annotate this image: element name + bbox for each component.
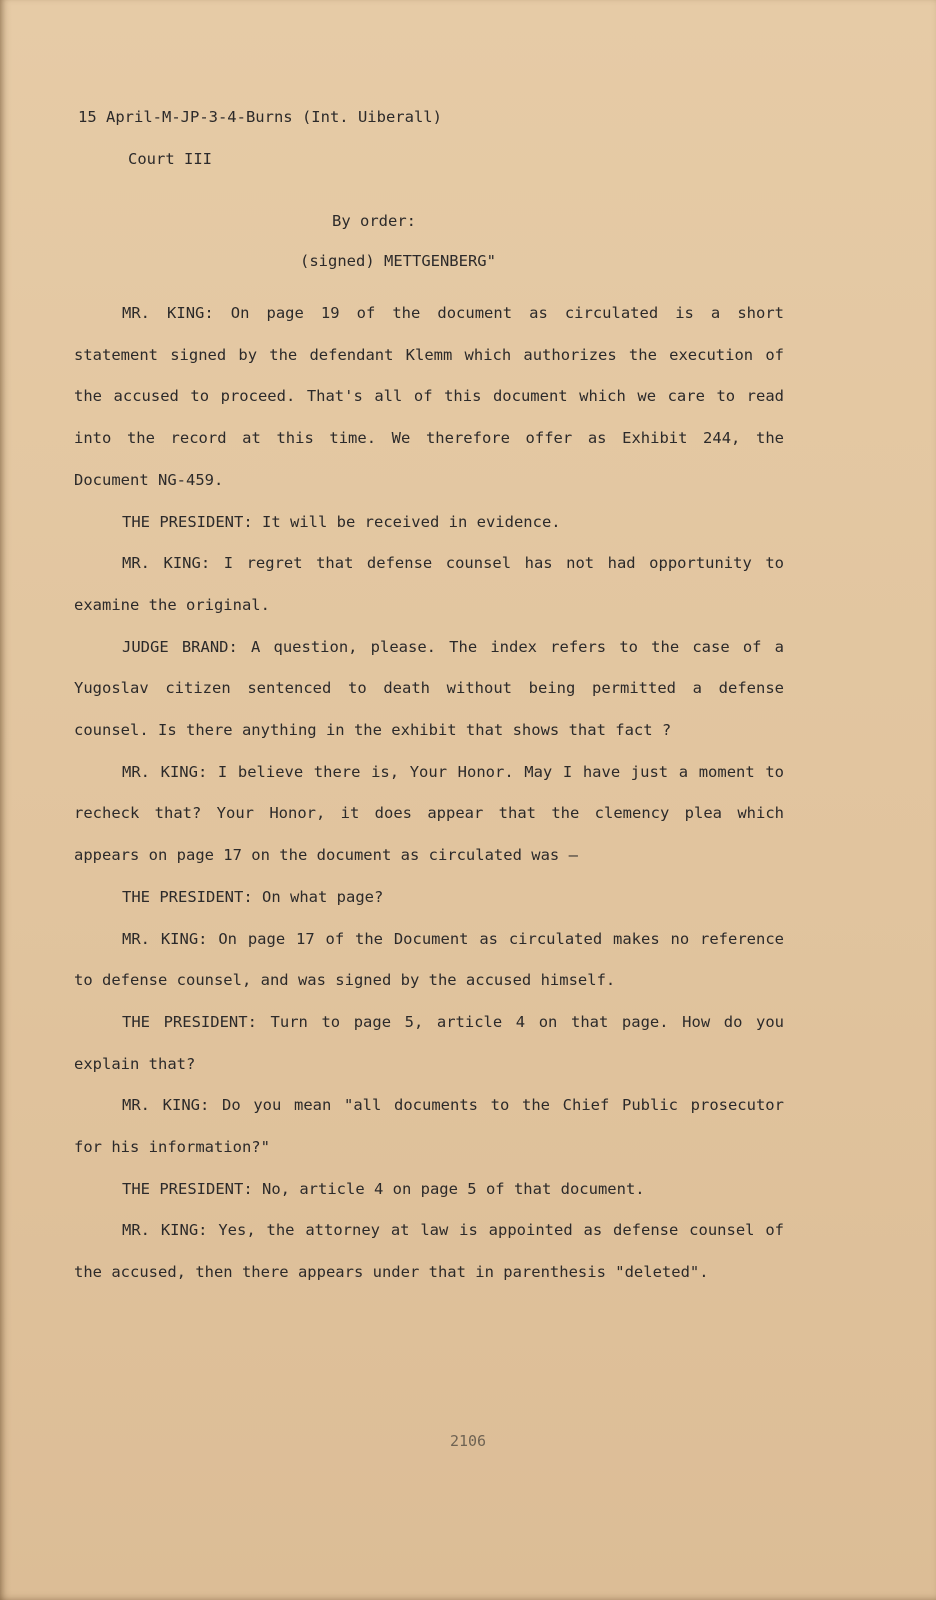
paragraph-text: No, article 4 on page 5 of that document.	[262, 1179, 645, 1198]
court-label: Court III	[128, 150, 212, 168]
transcript-paragraph	[74, 502, 784, 544]
paragraph-text: On page 19 of the document as circulated is a short statement signed by the defendant Klemm which authorizes the execution of the accused to proceed. That's all of this document which we care to read into the record at this time. We therefore offer as Exhibit 244, the Document NG-459.	[74, 304, 784, 489]
paragraph-text: I regret that defense counsel has not had opportunity to examine the original.	[74, 554, 784, 614]
paragraph-text: I believe there is, Your Honor. May I have just a moment to recheck that? Your Honor, it does appear that the clemency plea which appears on page 17 on the document as circulated was —	[74, 762, 784, 865]
speaker-label: JUDGE BRAND:	[122, 637, 238, 656]
page-number: 2106	[449, 1432, 487, 1450]
transcript-paragraph	[74, 543, 784, 626]
paragraph-text: On page 17 of the Document as circulated makes no reference to defense counsel, and was signed by the accused himself.	[74, 929, 784, 990]
transcript-paragraph	[74, 627, 784, 752]
speaker-label: THE PRESIDENT:	[122, 1012, 257, 1031]
speaker-label: THE PRESIDENT:	[122, 887, 253, 906]
speaker-label: MR. KING:	[122, 1221, 208, 1240]
speaker-label: MR. KING:	[122, 762, 208, 781]
paragraph-text: It will be received in evidence.	[262, 512, 561, 531]
speaker-label: MR. KING:	[122, 929, 208, 948]
transcript-paragraph	[74, 919, 784, 1002]
paragraph-text: A question, please. The index refers to the case of a Yugoslav citizen sentenced to death without being permitted a defense counsel. Is there anything in the exhibit that shows that fact ?	[74, 637, 784, 740]
paragraph-text: On what page?	[262, 887, 384, 906]
speaker-label: MR. KING:	[122, 1096, 210, 1115]
document-header: 15 April-M-JP-3-4-Burns (Int. Uiberall)	[78, 108, 442, 126]
transcript-paragraph	[74, 1169, 784, 1211]
paragraph-text: Turn to page 5, article 4 on that page. How do you explain that?	[74, 1012, 785, 1073]
paragraph-text: Do you mean "all documents to the Chief Public prosecutor for his information?"	[74, 1096, 784, 1157]
speaker-label: THE PRESIDENT:	[122, 512, 253, 531]
by-order-line: By order:	[332, 212, 416, 230]
transcript-paragraph	[74, 877, 784, 919]
transcript-paragraph	[74, 752, 784, 877]
paragraph-text: Yes, the attorney at law is appointed as defense counsel of the accused, then there appears under that in parenthesis "deleted".	[74, 1221, 784, 1282]
transcript-paragraph	[74, 1002, 784, 1085]
speaker-label: MR. KING:	[122, 554, 211, 573]
transcript-body	[74, 293, 784, 1294]
signature-line: (signed) METTGENBERG"	[300, 252, 496, 270]
transcript-paragraph	[74, 293, 784, 502]
transcript-paragraph	[74, 1210, 784, 1293]
transcript-paragraph	[74, 1085, 784, 1168]
speaker-label: MR. KING:	[122, 304, 214, 322]
speaker-label: THE PRESIDENT:	[122, 1179, 253, 1198]
